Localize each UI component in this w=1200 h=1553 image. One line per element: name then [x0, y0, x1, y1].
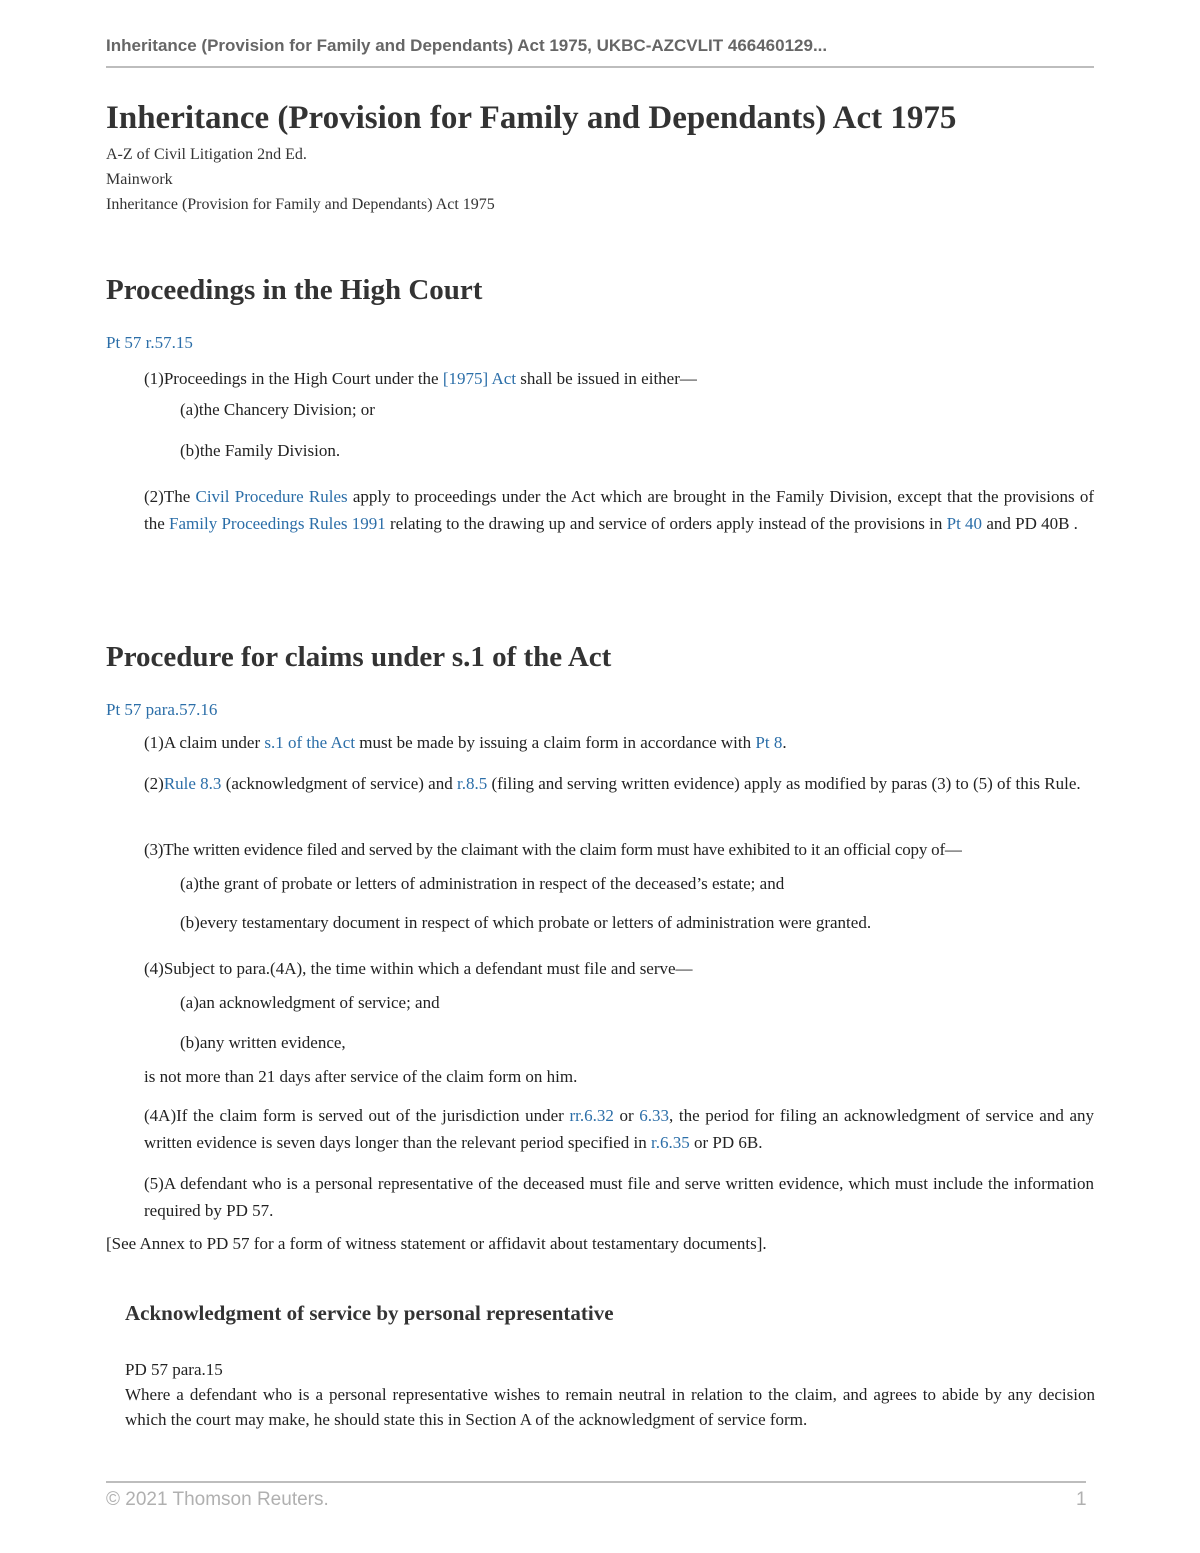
para-2-2: (2)Rule 8.3 (acknowledgment of service) and r.8.5 (filing and serving written evidence) apply as modified by paras (3) to (5) of this Rule.	[144, 774, 1081, 793]
link-civil-procedure-rules[interactable]: Civil Procedure Rules	[195, 487, 348, 506]
para-2-1: (1)A claim under s.1 of the Act must be made by issuing a claim form in accordance with Pt 8.	[144, 733, 787, 752]
meta-publication: A-Z of Civil Litigation 2nd Ed.	[106, 146, 307, 163]
para-2-3b: (b)every testamentary document in respect of which probate or letters of administration were granted.	[180, 913, 872, 932]
ref-pd57-para15: PD 57 para.15	[125, 1360, 223, 1379]
ref-link-r57-15[interactable]: Pt 57 r.57.15	[106, 333, 193, 352]
meta-topic: Inheritance (Provision for Family and Dependants) Act 1975	[106, 196, 495, 213]
section-heading-claims-s1: Procedure for claims under s.1 of the Act	[106, 641, 612, 673]
para-1-1b: (b)the Family Division.	[180, 441, 341, 460]
link-rr-6-32[interactable]: rr.6.32	[569, 1106, 614, 1125]
footer-copyright: © 2021 Thomson Reuters.	[106, 1489, 329, 1510]
para-2-4b: (b)any written evidence,	[180, 1033, 346, 1052]
header-divider	[106, 66, 1094, 68]
para-2-4: (4)Subject to para.(4A), the time within which a defendant must file and serve—	[144, 959, 693, 978]
footer-divider	[106, 1481, 1086, 1483]
subheading-acknowledgment: Acknowledgment of service by personal representative	[125, 1301, 614, 1325]
section-heading-high-court: Proceedings in the High Court	[106, 274, 483, 306]
annex-note: [See Annex to PD 57 for a form of witness statement or affidavit about testamentary documents].	[106, 1234, 767, 1253]
pd57-body: Where a defendant who is a personal representative wishes to remain neutral in relation to the claim, and agrees to abide by any decision which the court may make, he should state this in Section A of the acknowledgment of service form.	[125, 1385, 1095, 1429]
para-2-3a: (a)the grant of probate or letters of administration in respect of the deceased’s estate; and	[180, 874, 785, 893]
link-pt-40[interactable]: Pt 40	[946, 514, 983, 533]
link-pt-8[interactable]: Pt 8	[755, 733, 783, 752]
link-r-6-35[interactable]: r.6.35	[651, 1133, 690, 1152]
para-2-5: (5)A defendant who is a personal representative of the deceased must file and serve written evidence, which must include the information required by PD 57.	[144, 1174, 1094, 1220]
running-header: Inheritance (Provision for Family and Dependants) Act 1975, UKBC-AZCVLIT 466460129...	[106, 36, 828, 55]
para-2-3: (3)The written evidence filed and served by the claimant with the claim form must have exhibited to it an official copy of—	[144, 840, 962, 859]
para-1-1a: (a)the Chancery Division; or	[180, 400, 375, 419]
para-1-2: (2)The Civil Procedure Rules apply to proceedings under the Act which are brought in the Family Division, except that the provisions of the Family Proceedings Rules 1991 relating to the drawing up and service of orders apply instead of the provisions in Pt 40 and PD 40B .	[144, 487, 1094, 533]
link-r-8-5[interactable]: r.8.5	[456, 774, 488, 793]
meta-section: Mainwork	[106, 171, 173, 188]
link-1975-act[interactable]: [1975] Act	[442, 369, 517, 388]
document-title: Inheritance (Provision for Family and Dependants) Act 1975	[106, 100, 957, 136]
link-s1-of-act[interactable]: s.1 of the Act	[264, 733, 356, 752]
para-2-4A: (4A)If the claim form is served out of the jurisdiction under rr.6.32 or 6.33, the period for filing an acknowledgment of service and any written evidence is seven days longer than the relevant period specified in r.6.35 or PD 6B.	[144, 1106, 1095, 1152]
page-number: 1	[1076, 1489, 1087, 1510]
para-2-4a: (a)an acknowledgment of service; and	[180, 993, 440, 1012]
link-family-proceedings-rules[interactable]: Family Proceedings Rules 1991	[169, 514, 386, 533]
link-rule-8-3[interactable]: Rule 8.3	[163, 774, 222, 793]
ref-link-para-57-16[interactable]: Pt 57 para.57.16	[106, 700, 218, 719]
link-6-33[interactable]: 6.33	[639, 1106, 670, 1125]
para-2-4-cont: is not more than 21 days after service of the claim form on him.	[144, 1067, 578, 1086]
document-meta	[106, 142, 495, 217]
para-1-1: (1)Proceedings in the High Court under the [1975] Act shall be issued in either—	[144, 369, 697, 388]
